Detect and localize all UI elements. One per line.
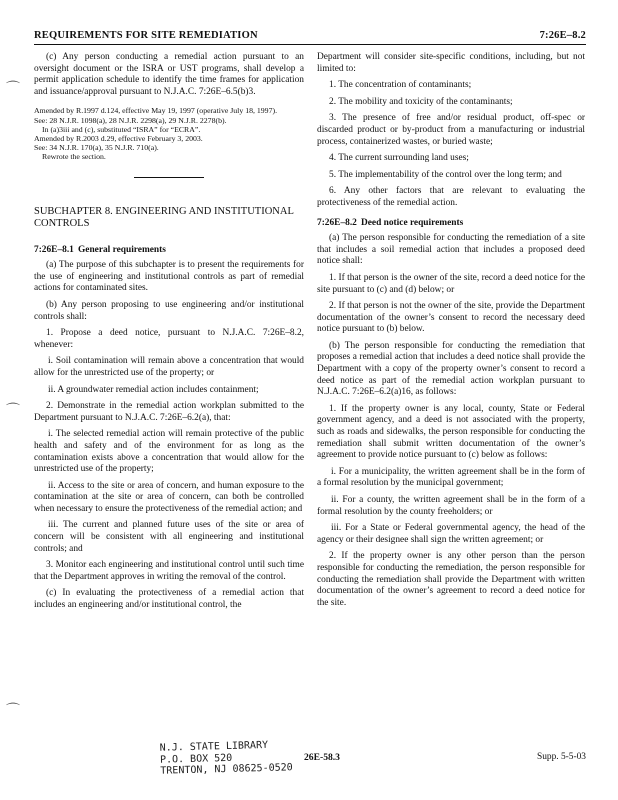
item-b2ii: ii. Access to the site or area of concern, and human exposure to the contamination at the site or area of concern, can both be controlled when necessary to ensure the protectiveness of the remedial action; and <box>34 480 304 514</box>
history-line: Amended by R.2003 d.29, effective February 3, 2003. <box>34 133 203 143</box>
supplement-date: Supp. 5-5-03 <box>537 752 586 762</box>
running-header <box>34 26 586 44</box>
item-b1ii: ii. A groundwater remedial action includes containment; <box>48 384 259 395</box>
history-line: Rewrote the section. <box>42 152 106 162</box>
header-rule <box>34 44 586 45</box>
item-b1i: i. Soil contamination will remain above a concentration that would allow for the unrestricted use of the property; or <box>34 356 304 378</box>
history-line: See: 28 N.J.R. 1098(a), 28 N.J.R. 2298(a), 29 N.J.R. 2278(b). <box>34 115 227 125</box>
item-b2: 2. If the property owner is any other person than the person responsible for conducting the remediation, the person responsible for conducting the remediation shall provide the Department with written documentation of the owner’s agreement to record a deed notice for the site. <box>317 551 585 608</box>
paragraph-b: (b) The person responsible for conducting the remediation that proposes a remedial action that includes a deed notice shall provide the Department with a copy of the property owner’s consent to record a deed notice as part of the remedial action workplan pursuant to N.J.A.C. 7:26E–6.2(a)16, as follows: <box>317 340 585 398</box>
item-b2iii: iii. The current and planned future uses of the site or area of concern will be consistent with all engineering and institutional controls; and <box>34 520 304 554</box>
item-a1: 1. If that person is the owner of the site, record a deed notice for the site pursuant to (c) and (d) below; or <box>317 272 585 295</box>
factor-item: 6. Any other factors that are relevant to evaluating the protectiveness of the remedial action. <box>317 186 585 208</box>
stamp-line: P.O. BOX 520 <box>159 752 233 766</box>
right-column <box>317 52 585 614</box>
stamp-line: N.J. STATE LIBRARY <box>159 739 269 754</box>
stamp-line: TRENTON, NJ 08625-0520 <box>160 762 293 777</box>
left-column <box>34 52 304 617</box>
section-heading <box>317 218 585 230</box>
paragraph-a: (a) The purpose of this subchapter is to present the requirements for the use of engineering and institutional controls as part of remedial actions for contaminated sites. <box>34 260 304 294</box>
item-b3: 3. Monitor each engineering and institutional control until such time that the Department approves in writing the removal of the control. <box>34 560 304 582</box>
binder-hole-mark: ⌒ <box>6 81 20 97</box>
page-footer <box>0 741 618 800</box>
factor-item: 3. The presence of free and/or residual product, off-spec or discarded product or by-product from a manufacturing or industrial process, containerized wastes, or buried waste; <box>317 113 585 147</box>
paragraph-c2: (c) In evaluating the protectiveness of a remedial action that includes an engineering and/or institutional control, the <box>34 588 304 611</box>
divider <box>134 177 204 178</box>
subchapter-heading: SUBCHAPTER 8. ENGINEERING AND INSTITUTIONAL CONTROLS <box>34 205 294 230</box>
library-stamp <box>160 739 293 777</box>
factor-item: 4. The current surrounding land uses; <box>329 153 469 164</box>
paragraph-c: (c) Any person conducting a remedial action pursuant to an oversight document or the ISRA or UST programs, shall develop a permit application schedule to identify the time frames for application and issuance/approval pursuant to N.J.A.C. 7:26E–6.5(b)3. <box>34 52 304 97</box>
item-b1: 1. Propose a deed notice, pursuant to N.J.A.C. 7:26E–8.2, whenever: <box>34 328 304 350</box>
item-b1ii: ii. For a county, the written agreement shall be in the form of a formal resolution by the county freeholders; or <box>317 495 585 517</box>
header-title: REQUIREMENTS FOR SITE REMEDIATION <box>34 30 258 41</box>
history-line: In (a)3iii and (c), substituted “ISRA” for “ECRA”. <box>42 124 201 134</box>
item-b1i: i. For a municipality, the written agreement shall be in the form of a formal resolution by the municipal government; <box>317 466 585 489</box>
factor-item: 2. The mobility and toxicity of the contaminants; <box>329 96 513 107</box>
binder-hole-mark: ⌒ <box>6 403 20 419</box>
continuation-text: Department will consider site-specific conditions, including, but not limited to: <box>317 52 585 74</box>
item-b2: 2. Demonstrate in the remedial action workplan submitted to the Department pursuant to N.J.A.C. 7:26E–6.2(a), that: <box>34 401 304 423</box>
history-line: See: 34 N.J.R. 170(a), 35 N.J.R. 710(a). <box>34 143 159 153</box>
factor-item: 1. The concentration of contaminants; <box>329 80 472 91</box>
history-notes <box>34 106 304 161</box>
item-b1: 1. If the property owner is any local, county, State or Federal government agency, and a deed is not associated with the property, such as roads and sidewalks, the person responsible for conducting the remediation shall submit written documentation of the owner’s agreement to provide notice pursuant to (c) below as follows: <box>317 403 585 461</box>
page-number: 26E-58.3 <box>304 752 340 763</box>
section-number: 7:26E–8.2 <box>317 217 357 228</box>
item-b2i: i. The selected remedial action will remain protective of the public health and safety and of the environment for as long as the contamination exists above a concentration that would allow for the unrestricted use of the property; <box>34 429 304 475</box>
item-b1iii: iii. For a State or Federal governmental agency, the head of the agency or their designee shall sign the written agreement; or <box>317 523 585 545</box>
section-title: Deed notice requirements <box>361 217 464 228</box>
paragraph-a: (a) The person responsible for conducting the remediation of a site that includes a soil remedial action that includes a proposed deed notice shall: <box>317 233 585 267</box>
section-heading <box>34 245 304 257</box>
history-line: Amended by R.1997 d.124, effective May 19, 1997 (operative July 18, 1997). <box>34 106 278 116</box>
binder-hole-mark: ⌒ <box>6 703 20 719</box>
section-number: 7:26E–8.1 <box>34 244 74 255</box>
factor-item: 5. The implementability of the control over the long term; and <box>329 169 562 180</box>
section-title: General requirements <box>78 244 166 255</box>
header-section-code: 7:26E–8.2 <box>539 30 586 41</box>
item-a2: 2. If that person is not the owner of the site, provide the Department documentation of the owner’s consent to record the necessary deed notice pursuant to (b) below. <box>317 301 585 335</box>
paragraph-b: (b) Any person proposing to use engineering and/or institutional controls shall: <box>34 299 304 322</box>
